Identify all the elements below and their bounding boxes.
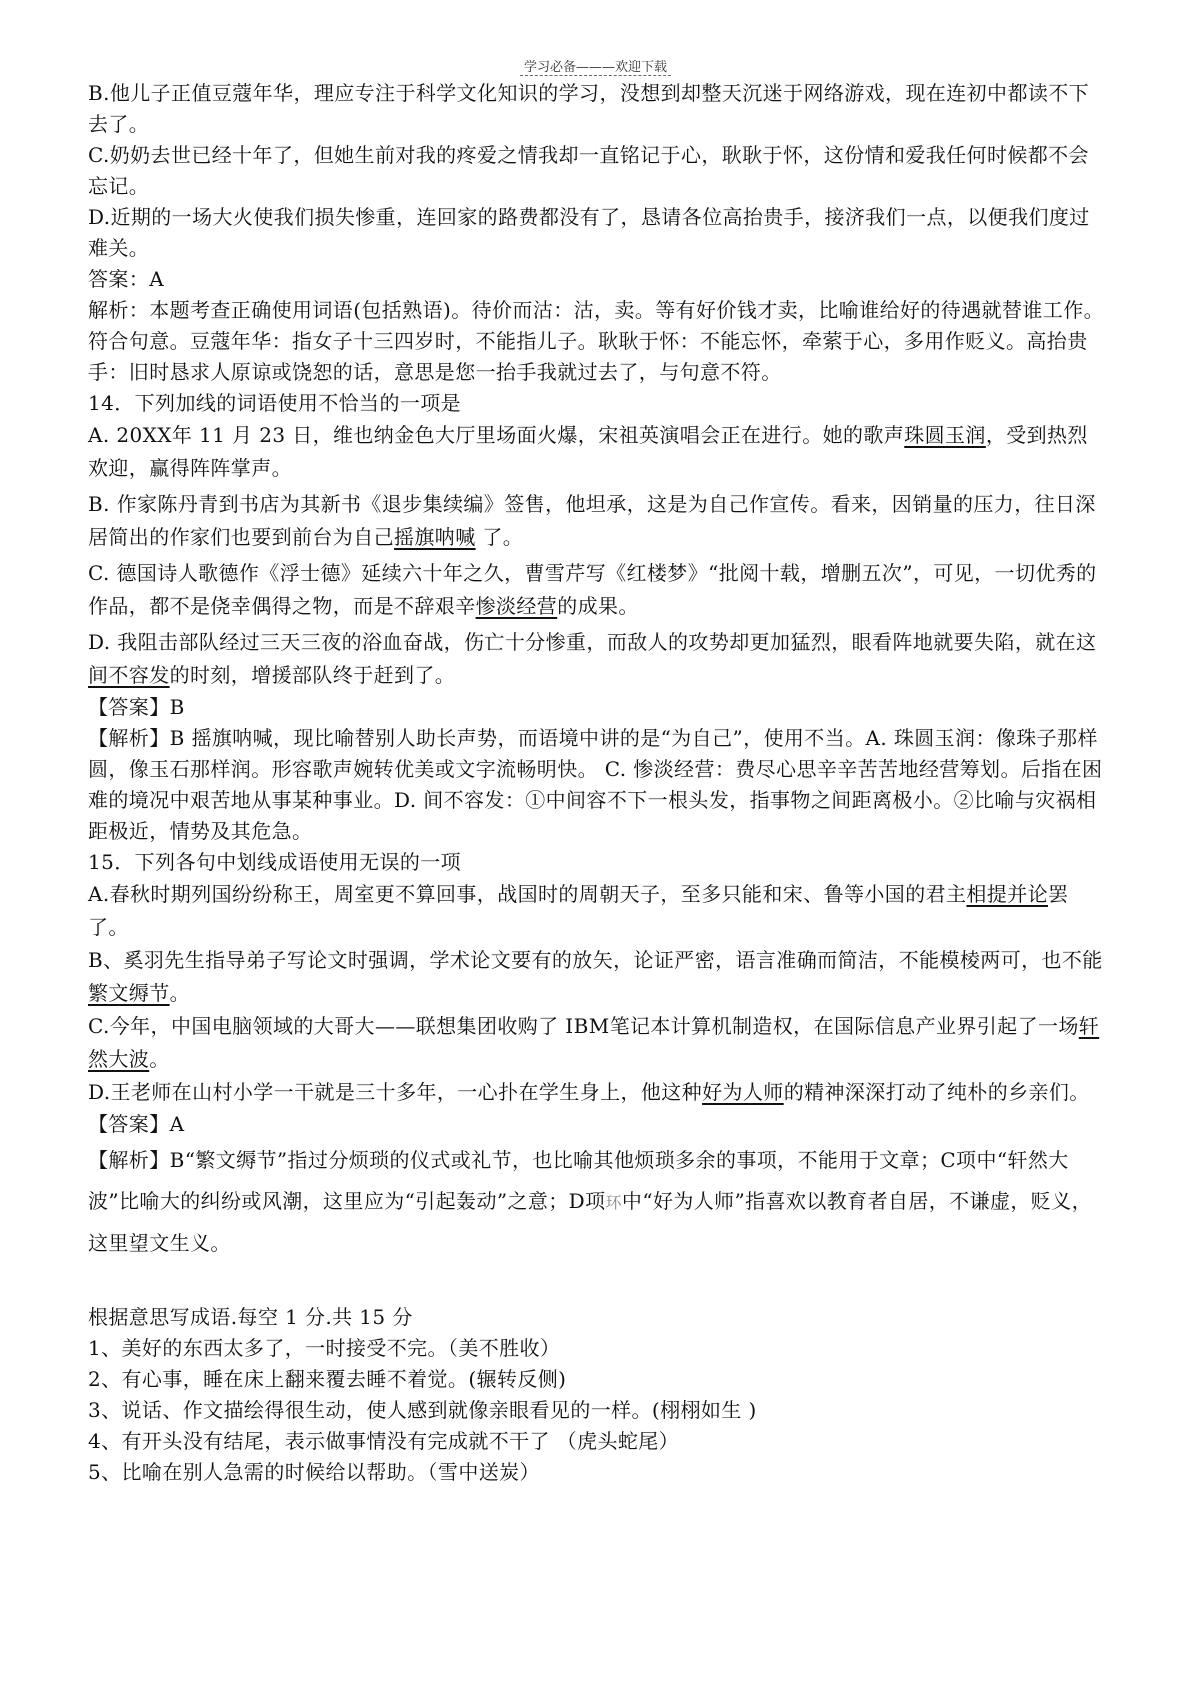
idiom-item: 5、比喻在别人急需的时候给以帮助。（雪中送炭）: [88, 1460, 540, 1484]
document-body: [88, 78, 1108, 1488]
q15-a-idiom: 相提并论: [966, 882, 1049, 906]
idiom-item: 1、美好的东西太多了，一时接受不完。（美不胜收）: [88, 1336, 561, 1360]
section-spacer: [88, 1264, 1108, 1302]
q13-analysis: 解析：本题考查正确使用词语(包括熟语)。待价而沽：沽，卖。等有好价钱才卖，比喻谁给好的待遇就替谁工作。符合句意。豆蔻年华：指女子十三四岁时，不能指儿子。耿耿于怀：不能忘怀，牵萦于心，多用作贬义。高抬贵手：旧时恳求人原谅或饶恕的话，意思是您一抬手我就过去了，与句意不符。: [88, 298, 1105, 384]
q14-option-a: A. 20XX年 11 月 23 日，维也纳金色大厅里场面火爆，宋祖英演唱会正在进行。她的歌声珠圆玉润，受到热烈欢迎，赢得阵阵掌声。: [88, 423, 1088, 480]
q15-d-idiom: 好为人师: [702, 1080, 784, 1104]
q14-answer: 【答案】B: [88, 695, 185, 719]
stray-mark: 环: [605, 1193, 622, 1212]
q14-analysis: 【解析】B 摇旗呐喊，现比喻替别人助长声势，而语境中讲的是“为自己”，使用不当。A. 珠圆玉润：像珠子那样圆，像玉石那样润。形容歌声婉转优美或文字流畅明快。 C. 惨淡经营：费尽心思辛辛苦苦地经营筹划。后指在困难的境况中艰苦地从事某种事业。D. 间不容发：①中间容不下一根头发，指事物之间距离极小。②比喻与灾祸相距极近，情势及其危急。: [88, 726, 1103, 843]
q15-option-a: A.春秋时期列国纷纷称王，周室更不算回事，战国时的周朝天子，至多只能和宋、鲁等小国的君主相提并论罢了。: [88, 882, 1069, 939]
q13-option-d: D.近期的一场大火使我们损失惨重，连回家的路费都没有了，恳请各位高抬贵手，接济我们一点，以便我们度过难关。: [88, 205, 1090, 260]
q14-option-b: B. 作家陈丹青到书店为其新书《退步集续编》签售，他坦承，这是为自己作宣传。看来，因销量的压力，往日深居简出的作家们也要到前台为自己摇旗呐喊 了。: [88, 492, 1096, 549]
q13-option-c: C.奶奶去世已经十年了，但她生前对我的疼爱之情我却一直铭记于心，耿耿于怀，这份情和爱我任何时候都不会忘记。: [88, 143, 1089, 198]
q14-a-idiom: 珠圆玉润: [904, 423, 986, 447]
q14-b-idiom: 摇旗呐喊: [394, 525, 476, 549]
q13-answer: 答案：A: [88, 267, 165, 291]
q14-option-d: D. 我阻击部队经过三天三夜的浴血奋战，伤亡十分惨重，而敌人的攻势却更加猛烈，眼看阵地就要失陷，就在这间不容发的时刻，增援部队终于赶到了。: [88, 630, 1097, 687]
q15-answer: 【答案】A: [88, 1112, 185, 1136]
q14-d-idiom: 间不容发: [88, 663, 170, 687]
q13-option-b: B.他儿子正值豆蔻年华，理应专注于科学文化知识的学习，没想到却整天沉迷于网络游戏，现在连初中都读不下去了。: [88, 81, 1090, 136]
q15-option-c: C.今年，中国电脑领域的大哥大——联想集团收购了 IBM笔记本计算机制造权，在国际信息产业界引起了一场轩然大波。: [88, 1014, 1100, 1071]
q15-analysis: 【解析】B“繁文缛节”指过分烦琐的仪式或礼节，也比喻其他烦琐多余的事项，不能用于文章；C项中“轩然大波”比喻大的纠纷或风潮，这里应为“引起轰动”之意；D项环中“好为人师”指喜欢以教育者自居，不谦虚，贬义，这里望文生义。: [88, 1148, 1092, 1255]
q15-c-idiom: 轩然大波: [88, 1014, 1100, 1071]
page-header: 学习必备———欢迎下载: [0, 56, 1191, 75]
idiom-item: 4、有开头没有结尾，表示做事情没有完成就不干了 （虎头蛇尾）: [88, 1429, 680, 1453]
idiom-item: 3、说话、作文描绘得很生动，使人感到就像亲眼看见的一样。(栩栩如生 ): [88, 1398, 757, 1422]
q14-stem: 14．下列加线的词语使用不恰当的一项是: [88, 391, 462, 415]
q15-b-idiom: 繁文缛节: [88, 981, 170, 1005]
q15-stem: 15．下列各句中划线成语使用无误的一项: [88, 850, 462, 874]
q15-option-b: B、奚羽先生指导弟子写论文时强调，学术论文要有的放矢，论证严密，语言准确而简洁，不能模棱两可，也不能繁文缛节。: [88, 948, 1103, 1005]
idiom-item: 2、有心事，睡在床上翻来覆去睡不着觉。(辗转反侧): [88, 1367, 567, 1391]
q15-option-d: D.王老师在山村小学一干就是三十多年，一心扑在学生身上，他这种好为人师的精神深深打动了纯朴的乡亲们。: [88, 1080, 1090, 1104]
q14-c-idiom: 惨淡经营: [475, 594, 558, 618]
q14-option-c: C. 德国诗人歌德作《浮士德》延续六十年之久，曹雪芹写《红楼梦》“批阅十载，增删五次”，可见，一切优秀的作品，都不是侥幸偶得之物，而是不辞艰辛惨淡经营的成果。: [88, 561, 1097, 618]
idioms-title: 根据意思写成语.每空 1 分.共 15 分: [88, 1305, 413, 1329]
